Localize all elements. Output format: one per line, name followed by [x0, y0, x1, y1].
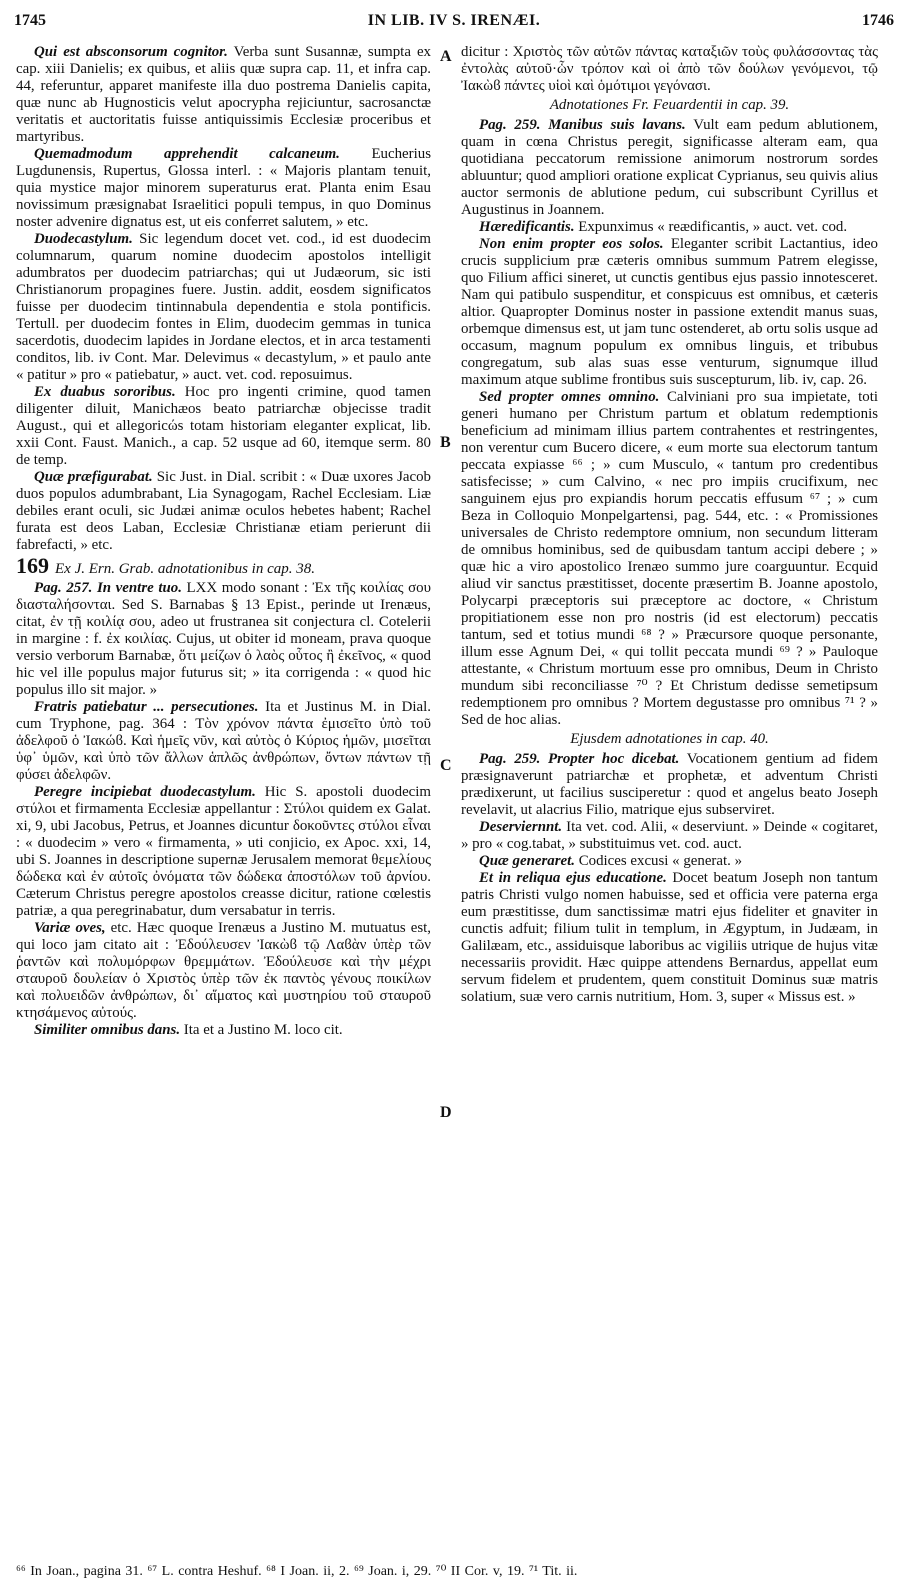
section-heading: Ejusdem adnotationes in cap. 40. [570, 731, 769, 747]
section-title: Ex J. Ern. Grab. adnotationibus in cap. 38. [55, 561, 315, 577]
note-lemma: Sed propter omnes omnino. [479, 389, 660, 405]
note-paragraph [461, 389, 878, 729]
note-text: Sic Just. in Dial. scribit : « Duæ uxores Jacob duos populos adumbrabant, Lia Synagogam, Rachel Ecclesiam. Liæ debiles erant oculi, sic Judæi animæ oculos hebetes habent; Rachel furata est deos Laban, Ecclesiæ Christianæ etiam perierunt dii fabrefacti, » etc. [16, 469, 431, 553]
note-paragraph [16, 920, 431, 1022]
margin-letter-d: D [440, 1104, 452, 1121]
note-text: Calviniani pro sua impietate, toti generi humano per Christum partum et oblatum redemptionis beneficium ad minimam illius partem contrahentes et restringentes, non verentur cum Bucero dicere, « eum morte sua electorum tantum peccata expiasse ⁶⁶ ; » cum Musculo, « tantum pro credentibus satisfecisse; » cum Calvino, « nec pro impiis crucifixum, nec sanguinem ejus pro expiandis horum peccatis effusum ⁶⁷ ; » cum Beza in Colloquio Monpelgartensi, pag. 544, etc. : « Promissiones universales de Christo redemptore omnium, non secundum litteram de omnibus hominibus, sed de quibusdam tantum accipi debere ; » quæ hic a viro apostolico Irenæo summo jure coarguuntur. Ecquid aliud vir sanctus præstitisset, docente præsertim B. Joanne apostolo, Polycarpi præceptoris sui præceptore ac doctore, « Christum propitiationem esse non pro nostris (id est electorum) peccatis tantum, sed et totius mundi ⁶⁸ ? » Præcursore quoque personante, illum esse Agnum Dei, « qui tollit peccata mundi ⁶⁹ ? » Pauloque attestante, « Christum mortuum esse pro omnibus, Deum in Christo mundum sibi reconciliasse ⁷⁰ ? Et Christum dedisse semetipsum redemptionem pro omnibus ? Mortem degustasse pro omnibus ⁷¹ ? » Sed de hoc alias. [461, 389, 878, 728]
note-text: Verba sunt Susannæ, sumpta ex cap. xiii Danielis; ex quibus, et aliis quæ supra cap. 11, et infra cap. 44, referuntur, apparet manifeste illa duo postrema Danielis capita, quæ nunc ab Hugnosticis velut apocrypha rejiciuntur, sacrosanctæ veritatis et auctoritatis fuisse antiquissimis Ecclesiæ proceribus et martyribus. [16, 44, 432, 145]
note-paragraph [461, 819, 878, 853]
note-paragraph [16, 699, 431, 784]
note-lemma: Pag. 257. In ventre tuo. [34, 580, 182, 596]
note-paragraph [461, 853, 878, 870]
note-lemma: Qui est absconsorum cognitor. [34, 44, 228, 60]
note-lemma: Quæ generaret. [479, 853, 575, 869]
note-paragraph [461, 870, 878, 1006]
note-lemma: Hæredificantis. [479, 219, 575, 235]
note-paragraph [16, 469, 431, 554]
note-lemma: Similiter omnibus dans. [34, 1022, 181, 1038]
running-title: IN LIB. IV S. IRENÆI. [367, 12, 541, 29]
note-lemma: Non enim propter eos solos. [479, 236, 664, 252]
continued-greek-text: dicitur : Χριστὸς τῶν αὐτῶν πάντας καταξιῶν τοὺς φυλάσσοντας τὰς ἐντολὰς αὐτοῦ·ὧν τρόπον καὶ οἱ ἀπὸ τῶν δούλων γενόμενοι, τῷ Ἰακὼϐ πάντες υἱοὶ καὶ ὁμότιμοι γεγόνασι. [461, 44, 878, 94]
note-text: Vult eam pedum ablutionem, quam in cœna Christus peregit, significasse alteram eam, qua quotidiana peccatorum remissione animorum nostrorum sordes abluuntur; quod ampliori oratione explicat Cyprianus, seu quivis alius auctor sermonis de ablutione pedum, cui subscribunt Cyrillus et Augustinus in Joannem. [461, 117, 879, 218]
note-lemma: Quæ præfigurabat. [34, 469, 153, 485]
section-number: 169 [16, 553, 49, 578]
margin-letter-a: A [440, 48, 452, 65]
left-page-number: 1745 [14, 12, 46, 29]
note-text: Ita et a Justino M. loco cit. [180, 1022, 343, 1038]
left-column [16, 44, 431, 1039]
note-text: Sic legendum docet vet. cod., id est duodecim columnarum, quarum nomine duodecim apostolos intelligit adumbratos per duodecim patriarchas; qui ut Judæorum, sic isti Christianorum propagines fuere. Justin. addit, eosdem significatos fuisse per duodecim tintinnabula dependentia e stola pontificis. Tertull. per duodecim fontes in Elim, duodecim gemmas in tunica sacerdotis, duodecim lapides in Jordane electos, et in arca testamenti conditos, lib. iv Cont. Mar. Delevimus « decastylum, » et paulo ante « patitur » pro « patiebatur, » auct. vet. cod. reposuimus. [16, 231, 431, 383]
note-text: Eleganter scribit Lactantius, ideo crucis supplicium præ cæteris omnibus summum Patrem elegisse, quo Filium affici sineret, ut cunctis gentibus ejus passio innotesceret. Nam qui patibulo suspenditur, et conspicuus est omnibus, et cæteris altior. Quapropter Dominus noster in passione extendit manus suas, orbemque dimensus est, ut jam tunc ostenderet, ab ortu solis usque ad occasum, magnum populum ex omnibus linguis, et tribubus congregatum, sub alas suas esse venturum, signumque illud maximum atque sublime frontibus suis suscepturum, lib. iv, cap. 26. [461, 236, 878, 388]
note-paragraph [16, 44, 431, 146]
note-lemma: Variæ oves, [34, 920, 106, 936]
right-column [461, 44, 878, 1006]
note-text: Ita et Justinus M. in Dial. cum Tryphone, pag. 364 : Τὸν χρόνον πάντα ἐμισεῖτο ὑπὸ τοῦ ἀδελφοῦ ὁ Ἰακώϐ. Καὶ ἡμεῖς νῦν, καὶ αὐτὸς ὁ Κύριος ἡμῶν, μισεῖται ὑφ᾽ ὑμῶν, καὶ ὑπὸ τῶν ἄλλων ἁπλῶς ἀνθρώπων, ὄντων πάντων τῇ φύσει ἀδελφῶν. [16, 699, 431, 783]
right-page-number: 1746 [862, 12, 894, 29]
note-text: LXX modo sonant : Ἐx τῆς κοιλίας σου διασταλήσονται. Sed S. Barnabas § 13 Epist., perinde ut Irenæus, citat, ἐν τῇ κοιλίᾳ σου, adeo ut frustranea sit conjectura cl. Cotelerii in margine : f. ἐx κοιλίας. Cujus, ut obiter id moneam, prava quoque versio verborum Barnabæ, ὅτι μείζων ὁ λαὸς οὗτος ἢ ἐκεῖνος, « quod hic vel ille populus major futurus sit; » ita corrigenda : « quod hic populus illo sit major. » [16, 580, 431, 698]
note-text: etc. Hæc quoque Irenæus a Justino M. mutuatus est, qui loco jam citato ait : Ἐδούλευσεν Ἰακὼϐ τῷ Λαϐὰν ὑπὲρ τῶν ῥαντῶν καὶ πολυμόρφων θρεμμάτων. Ἐδούλευσε καὶ τὴν μέχρι σταυροῦ δουλείαν ὁ Χριστὸς ὑπὲρ τῶν ἐκ παντὸς γένους ποικίλων καὶ πολυειδῶν ἀνθρώπων, δι᾽ αἵματος καὶ μυστηρίου τοῦ σταυροῦ κτησάμενος αὐτούς. [16, 920, 431, 1021]
section-heading: Adnotationes Fr. Feuardentii in cap. 39. [549, 97, 790, 113]
note-text: Eucherius Lugdunensis, Rupertus, Glossa interl. : « Majoris plantam tenuit, quia mystice major minorem superaturus erat. Planta enim Esau novissimum præsignabat Israelitici populi tempus, in quo Dominus noster advenire dignatus est, ut eis conferret salutem, » etc. [16, 146, 431, 230]
section-heading [16, 553, 431, 578]
note-paragraph [16, 1022, 431, 1039]
note-lemma: Quemadmodum apprehendit calcaneum. [34, 146, 340, 162]
note-paragraph [16, 784, 431, 920]
note-text: Hic S. apostoli duodecim στύλοι et firmamenta Ecclesiæ appellantur : Στύλοι quidem ex Galat. xi, 9, ubi Jacobus, Petrus, et Joannes dicuntur δοκοῦντες στύλοι εἶναι : « duodecim » vero « firmamenta, » uti conjicio, ex Apoc. xxi, 14, ubi S. Joannes in descriptione supernæ Jerusalem memorat θεμελίους δώδεκα καὶ ἐν αὐτοῖς ὀνόματα τῶν δώδεκα ἀποστόλων τοῦ ἀρνίου. Cæterum Christus peregre apostolos creasse dicitur, ratione cœlestis patriæ, a qua peregrinabatur, dum versabatur in terris. [16, 784, 432, 919]
note-text: Hoc pro ingenti crimine, quod tamen diligenter diluit, Manichæos beato patriarchæ objecisse tradit August., qui et allegoricώs totam historiam eleganter explicat, lib. xxii Cont. Faust. Manich., a cap. 52 usque ad 60, itemque serm. 80 de temp. [16, 384, 431, 468]
note-paragraph [16, 231, 431, 384]
margin-letter-c: C [440, 757, 452, 774]
page-header [14, 12, 894, 36]
note-lemma: Pag. 259. Propter hoc dicebat. [479, 751, 680, 767]
note-text: Vocationem gentium ad fidem præsignaverunt patriarchæ et prophetæ, et adventum Christi prædixerunt, ut facilius susciperetur : quod et angelus beato Joseph revelavit, ut alacrius Filio, matrique ejus subserviret. [461, 751, 878, 818]
note-paragraph [16, 384, 431, 469]
note-lemma: Deserviernnt. [479, 819, 563, 835]
note-lemma: Et in reliqua ejus educatione. [479, 870, 667, 886]
note-paragraph [16, 580, 431, 699]
note-lemma: Pag. 259. Manibus suis lavans. [479, 117, 686, 133]
note-paragraph [461, 219, 878, 236]
note-lemma: Fratris patiebatur ... persecutiones. [34, 699, 259, 715]
footnotes: ⁶⁶ In Joan., pagina 31. ⁶⁷ L. contra Heshuf. ⁶⁸ I Joan. ii, 2. ⁶⁹ Joan. i, 29. ⁷⁰ II Cor. v, 19. ⁷¹ Tit. ii. [16, 1564, 578, 1579]
note-lemma: Ex duabus sororibus. [34, 384, 176, 400]
note-text: Docet beatum Joseph non tantum patris Christi vulgo nomen habuisse, sed et officia vere paterna erga eum præstitisse, dum sanctissimæ matri ejus fideliter et gnaviter in cunctis adfuit; filium tulit in templum, in Ægyptum, in Judæam, in Galilæam, etc., assiduisque laboribus ac vigiliis utrique de hujus vitæ necessariis providit. Hæc quippe attendens Bernardus, appellat eum servum fidelem et prudentem, quem constituit Dominus suæ matris solatium, suæ vero carnis nutritium, Hom. 3, super « Missus est. » [461, 870, 878, 1005]
note-text: Codices excusi « generat. » [574, 853, 743, 869]
note-paragraph [461, 236, 878, 389]
note-text: Ita vet. cod. Alii, « deserviunt. » Deinde « cogitaret, » pro « cog.tabat, » substituimus vet. cod. auct. [461, 819, 878, 852]
note-text: Expunximus « reædificantis, » auct. vet. cod. [574, 219, 848, 235]
margin-letter-b: B [440, 434, 451, 451]
note-lemma: Duodecastylum. [34, 231, 133, 247]
note-paragraph [16, 146, 431, 231]
note-paragraph [461, 117, 878, 219]
note-lemma: Peregre incipiebat duodecastylum. [34, 784, 256, 800]
note-paragraph [461, 751, 878, 819]
